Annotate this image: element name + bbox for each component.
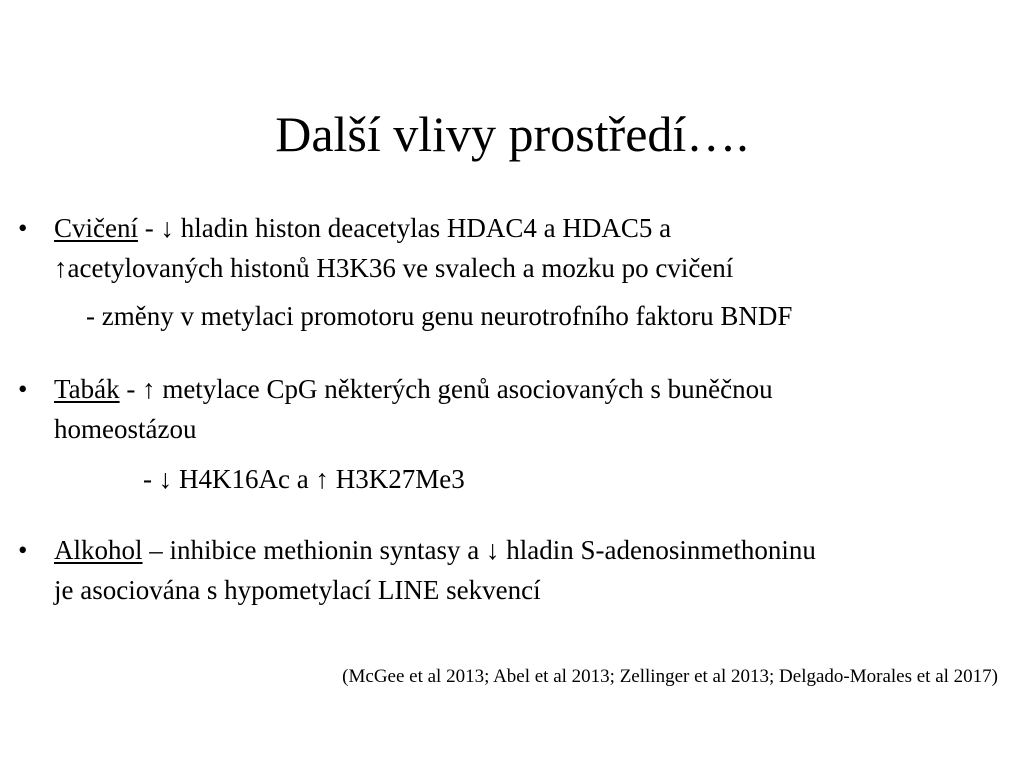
- bullet-marker: •: [18, 535, 28, 565]
- bullet-tobacco-text-1: - ↑ metylace CpG některých genů asociovaných s buněčnou: [119, 374, 773, 404]
- citation: (McGee et al 2013; Abel et al 2013; Zellinger et al 2013; Delgado-Morales et al 2017): [342, 666, 998, 687]
- bullet-tobacco-line-1: [54, 369, 1020, 409]
- bullet-exercise: [18, 208, 1020, 288]
- keyword-exercise: Cvičení: [54, 213, 138, 243]
- bullet-alcohol-line-1: [54, 530, 1020, 570]
- bullet-exercise-line-1: [54, 208, 1020, 248]
- bullet-exercise-line-2: ↑acetylovaných histonů H3K36 ve svalech a mozku po cvičení: [54, 253, 734, 283]
- bullet-tobacco: [18, 369, 1020, 449]
- slide-title: Další vlivy prostředí….: [275, 106, 749, 162]
- bullet-alcohol-text-1: – inhibice methionin syntasy a ↓ hladin S-adenosinmethoninu: [142, 535, 816, 565]
- keyword-alcohol: Alkohol: [54, 535, 143, 565]
- bullet-exercise-subline: - změny v metylaci promotoru genu neurotrofního faktoru BNDF: [86, 301, 793, 331]
- keyword-tobacco: Tabák: [54, 374, 120, 404]
- bullet-tobacco-line-2: homeostázou: [54, 414, 197, 444]
- bullet-marker: •: [18, 374, 28, 404]
- bullet-marker: •: [18, 213, 28, 243]
- bullet-tobacco-subline: - ↓ H4K16Ac a ↑ H3K27Me3: [143, 464, 465, 494]
- bullet-exercise-text-1: - ↓ hladin histon deacetylas HDAC4 a HDAC5 a: [137, 213, 672, 243]
- bullet-alcohol-line-2: je asociována s hypometylací LINE sekvencí: [54, 575, 541, 605]
- bullet-alcohol: [18, 530, 1020, 610]
